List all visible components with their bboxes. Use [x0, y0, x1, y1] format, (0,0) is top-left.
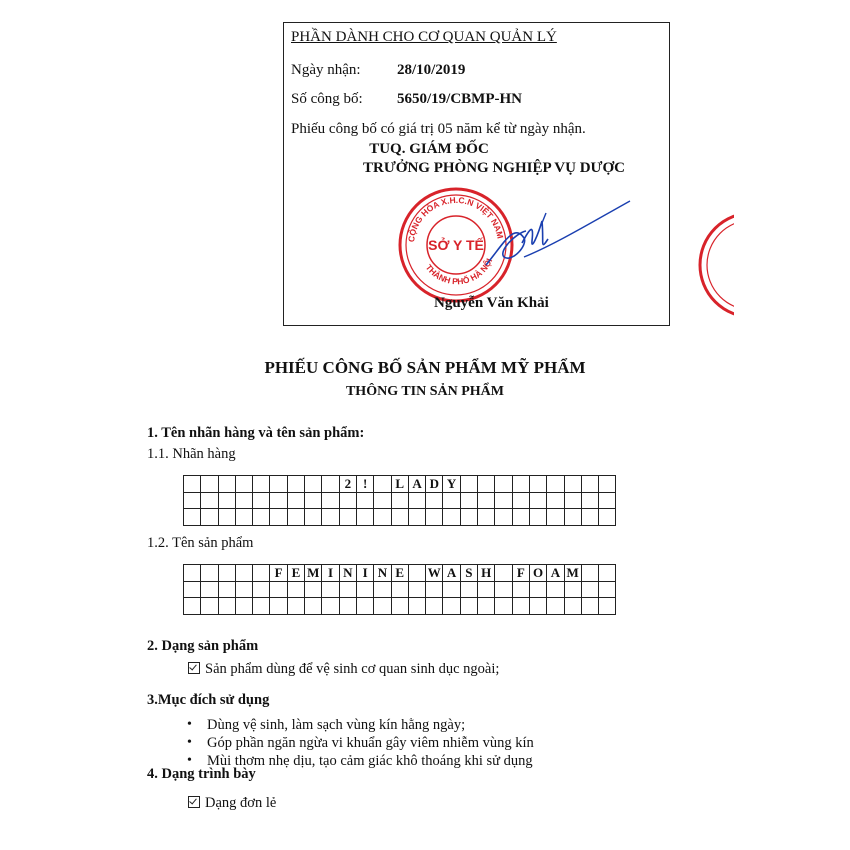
grid-cell	[513, 582, 530, 599]
grid-cell	[461, 509, 478, 526]
grid-cell	[340, 509, 357, 526]
brand-label: 1.1. Nhãn hàng	[147, 446, 236, 462]
brand-grid	[183, 475, 616, 526]
grid-cell	[305, 582, 322, 599]
grid-cell	[184, 476, 201, 493]
grid-cell	[219, 582, 236, 599]
grid-cell	[236, 509, 253, 526]
grid-cell	[322, 493, 339, 510]
receive-date-value: 28/10/2019	[397, 62, 466, 78]
grid-cell: W	[426, 565, 443, 582]
grid-cell	[513, 493, 530, 510]
grid-cell	[565, 598, 582, 615]
grid-cell	[565, 476, 582, 493]
grid-cell	[357, 509, 374, 526]
purpose-item: • Dùng vệ sinh, làm sạch vùng kín hằng ngày;	[187, 716, 534, 734]
grid-cell	[236, 476, 253, 493]
grid-cell	[582, 476, 599, 493]
grid-cell	[253, 509, 270, 526]
grid-cell	[253, 598, 270, 615]
grid-cell: Y	[443, 476, 460, 493]
grid-cell	[599, 476, 616, 493]
product-grid	[183, 564, 616, 615]
grid-cell	[184, 493, 201, 510]
section-1-heading: 1. Tên nhãn hàng và tên sản phẩm:	[147, 425, 365, 441]
section-4-checked-item	[188, 795, 276, 812]
grid-cell	[288, 509, 305, 526]
grid-cell	[374, 476, 391, 493]
stamp-ring-top: CỘNG HÒA X.H.C.N VIỆT NAM	[406, 194, 506, 243]
grid-cell	[184, 582, 201, 599]
signatory-title-1: TUQ. GIÁM ĐỐC	[369, 141, 489, 157]
section-4-heading: 4. Dạng trình bày	[147, 766, 256, 782]
section-3-heading: 3.Mục đích sử dụng	[147, 692, 270, 708]
grid-cell: E	[288, 565, 305, 582]
grid-cell	[340, 493, 357, 510]
grid-cell	[582, 598, 599, 615]
grid-cell	[201, 565, 218, 582]
grid-cell	[201, 598, 218, 615]
grid-cell	[270, 493, 287, 510]
grid-cell: A	[409, 476, 426, 493]
grid-cell	[374, 493, 391, 510]
grid-cell	[495, 509, 512, 526]
stamp-ring-bottom: THÀNH PHỐ HÀ NỘI	[423, 256, 495, 287]
grid-cell	[461, 493, 478, 510]
grid-cell	[270, 509, 287, 526]
grid-cell: E	[392, 565, 409, 582]
grid-cell: N	[374, 565, 391, 582]
grid-cell: I	[322, 565, 339, 582]
grid-cell	[322, 582, 339, 599]
grid-cell	[495, 582, 512, 599]
grid-cell	[392, 493, 409, 510]
grid-cell	[270, 598, 287, 615]
signature	[464, 193, 634, 283]
grid-cell	[530, 598, 547, 615]
grid-cell	[495, 493, 512, 510]
grid-cell: M	[565, 565, 582, 582]
grid-cell	[374, 582, 391, 599]
product-label: 1.2. Tên sản phẩm	[147, 535, 254, 551]
grid-cell	[288, 582, 305, 599]
grid-cell	[530, 476, 547, 493]
grid-cell	[599, 582, 616, 599]
grid-cell	[288, 493, 305, 510]
grid-cell	[478, 493, 495, 510]
partial-stamp	[694, 210, 734, 320]
purpose-item: • Mùi thơm nhẹ dịu, tạo cảm giác khô thoáng khi sử dụng	[187, 752, 534, 770]
grid-cell	[582, 493, 599, 510]
grid-cell	[305, 598, 322, 615]
grid-cell	[253, 582, 270, 599]
grid-cell: O	[530, 565, 547, 582]
grid-cell	[582, 582, 599, 599]
grid-cell: F	[513, 565, 530, 582]
grid-cell	[236, 582, 253, 599]
grid-cell	[184, 598, 201, 615]
grid-cell: A	[443, 565, 460, 582]
grid-cell	[530, 582, 547, 599]
grid-cell	[547, 509, 564, 526]
section-2-heading: 2. Dạng sản phẩm	[147, 638, 259, 654]
grid-cell	[201, 493, 218, 510]
signatory-title-2: TRƯỞNG PHÒNG NGHIỆP VỤ DƯỢC	[363, 160, 625, 176]
publish-no-value: 5650/19/CBMP-HN	[397, 91, 522, 107]
grid-cell	[357, 493, 374, 510]
grid-cell	[184, 565, 201, 582]
grid-cell	[392, 582, 409, 599]
grid-cell	[461, 598, 478, 615]
grid-cell	[513, 509, 530, 526]
grid-cell	[374, 598, 391, 615]
grid-cell	[270, 582, 287, 599]
grid-cell	[565, 509, 582, 526]
section-4-item-text: Dạng đơn lẻ	[205, 795, 277, 811]
grid-cell	[219, 493, 236, 510]
section-2-item-text: Sản phẩm dùng để vệ sinh cơ quan sinh dục ngoài;	[205, 661, 500, 677]
grid-cell	[582, 509, 599, 526]
checkbox-checked-icon	[188, 662, 200, 674]
grid-cell	[547, 493, 564, 510]
grid-cell	[599, 598, 616, 615]
grid-cell	[409, 509, 426, 526]
grid-cell	[253, 493, 270, 510]
grid-cell	[478, 476, 495, 493]
grid-cell	[305, 476, 322, 493]
grid-cell	[495, 598, 512, 615]
grid-cell	[409, 565, 426, 582]
purpose-list	[187, 716, 534, 770]
grid-cell	[461, 582, 478, 599]
grid-cell	[426, 598, 443, 615]
document-subtitle: THÔNG TIN SẢN PHẨM	[345, 384, 505, 399]
document-title: PHIẾU CÔNG BỐ SẢN PHẨM MỸ PHẨM	[264, 358, 586, 377]
grid-cell	[478, 598, 495, 615]
grid-cell	[340, 582, 357, 599]
grid-cell	[599, 509, 616, 526]
signatory-name: Nguyễn Văn Khải	[434, 295, 549, 311]
grid-cell: !	[357, 476, 374, 493]
grid-cell	[219, 565, 236, 582]
publish-no-label: Số công bố:	[291, 91, 363, 107]
grid-cell	[443, 598, 460, 615]
grid-cell	[270, 476, 287, 493]
grid-cell	[357, 598, 374, 615]
grid-cell	[236, 565, 253, 582]
grid-cell	[322, 598, 339, 615]
grid-cell	[288, 476, 305, 493]
grid-cell	[201, 509, 218, 526]
grid-cell	[513, 598, 530, 615]
grid-cell	[530, 493, 547, 510]
grid-cell	[201, 476, 218, 493]
admin-box-title: PHẦN DÀNH CHO CƠ QUAN QUẢN LÝ	[291, 29, 557, 45]
grid-cell	[426, 493, 443, 510]
grid-cell	[357, 582, 374, 599]
stamp-center-text: SỞ Y TẾ	[428, 237, 484, 253]
grid-cell	[392, 598, 409, 615]
grid-cell	[253, 476, 270, 493]
grid-cell	[392, 509, 409, 526]
grid-cell	[426, 582, 443, 599]
section-2-checked-item	[188, 661, 499, 678]
grid-cell	[374, 509, 391, 526]
grid-cell	[236, 598, 253, 615]
grid-cell	[305, 493, 322, 510]
grid-cell	[547, 476, 564, 493]
grid-cell	[478, 582, 495, 599]
receive-date-label: Ngày nhận:	[291, 62, 361, 78]
grid-cell	[219, 476, 236, 493]
grid-cell: S	[461, 565, 478, 582]
grid-cell	[461, 476, 478, 493]
grid-cell	[599, 493, 616, 510]
grid-cell	[582, 565, 599, 582]
grid-cell	[495, 565, 512, 582]
grid-cell	[184, 509, 201, 526]
grid-cell	[565, 582, 582, 599]
grid-cell	[409, 582, 426, 599]
grid-cell	[236, 493, 253, 510]
grid-cell: A	[547, 565, 564, 582]
grid-cell	[443, 582, 460, 599]
grid-cell	[599, 565, 616, 582]
grid-cell	[409, 598, 426, 615]
grid-cell	[409, 493, 426, 510]
grid-cell: L	[392, 476, 409, 493]
grid-cell	[340, 598, 357, 615]
grid-cell	[513, 476, 530, 493]
grid-cell	[322, 509, 339, 526]
grid-cell	[201, 582, 218, 599]
grid-cell: 2	[340, 476, 357, 493]
grid-cell	[495, 476, 512, 493]
grid-cell: N	[340, 565, 357, 582]
grid-cell	[530, 509, 547, 526]
grid-cell: F	[270, 565, 287, 582]
grid-cell	[547, 582, 564, 599]
purpose-item: • Góp phần ngăn ngừa vi khuẩn gây viêm nhiễm vùng kín	[187, 734, 534, 752]
grid-cell	[219, 509, 236, 526]
grid-cell	[478, 509, 495, 526]
grid-cell	[443, 509, 460, 526]
admin-box	[283, 22, 670, 326]
grid-cell	[426, 509, 443, 526]
grid-cell	[443, 493, 460, 510]
grid-cell: H	[478, 565, 495, 582]
grid-cell	[288, 598, 305, 615]
grid-cell	[305, 509, 322, 526]
checkbox-checked-icon	[188, 796, 200, 808]
grid-cell	[253, 565, 270, 582]
grid-cell	[322, 476, 339, 493]
grid-cell	[547, 598, 564, 615]
grid-cell: M	[305, 565, 322, 582]
grid-cell	[565, 493, 582, 510]
grid-cell	[219, 598, 236, 615]
grid-cell: D	[426, 476, 443, 493]
grid-cell: I	[357, 565, 374, 582]
validity-note: Phiếu công bố có giá trị 05 năm kể từ ngày nhận.	[291, 121, 586, 137]
